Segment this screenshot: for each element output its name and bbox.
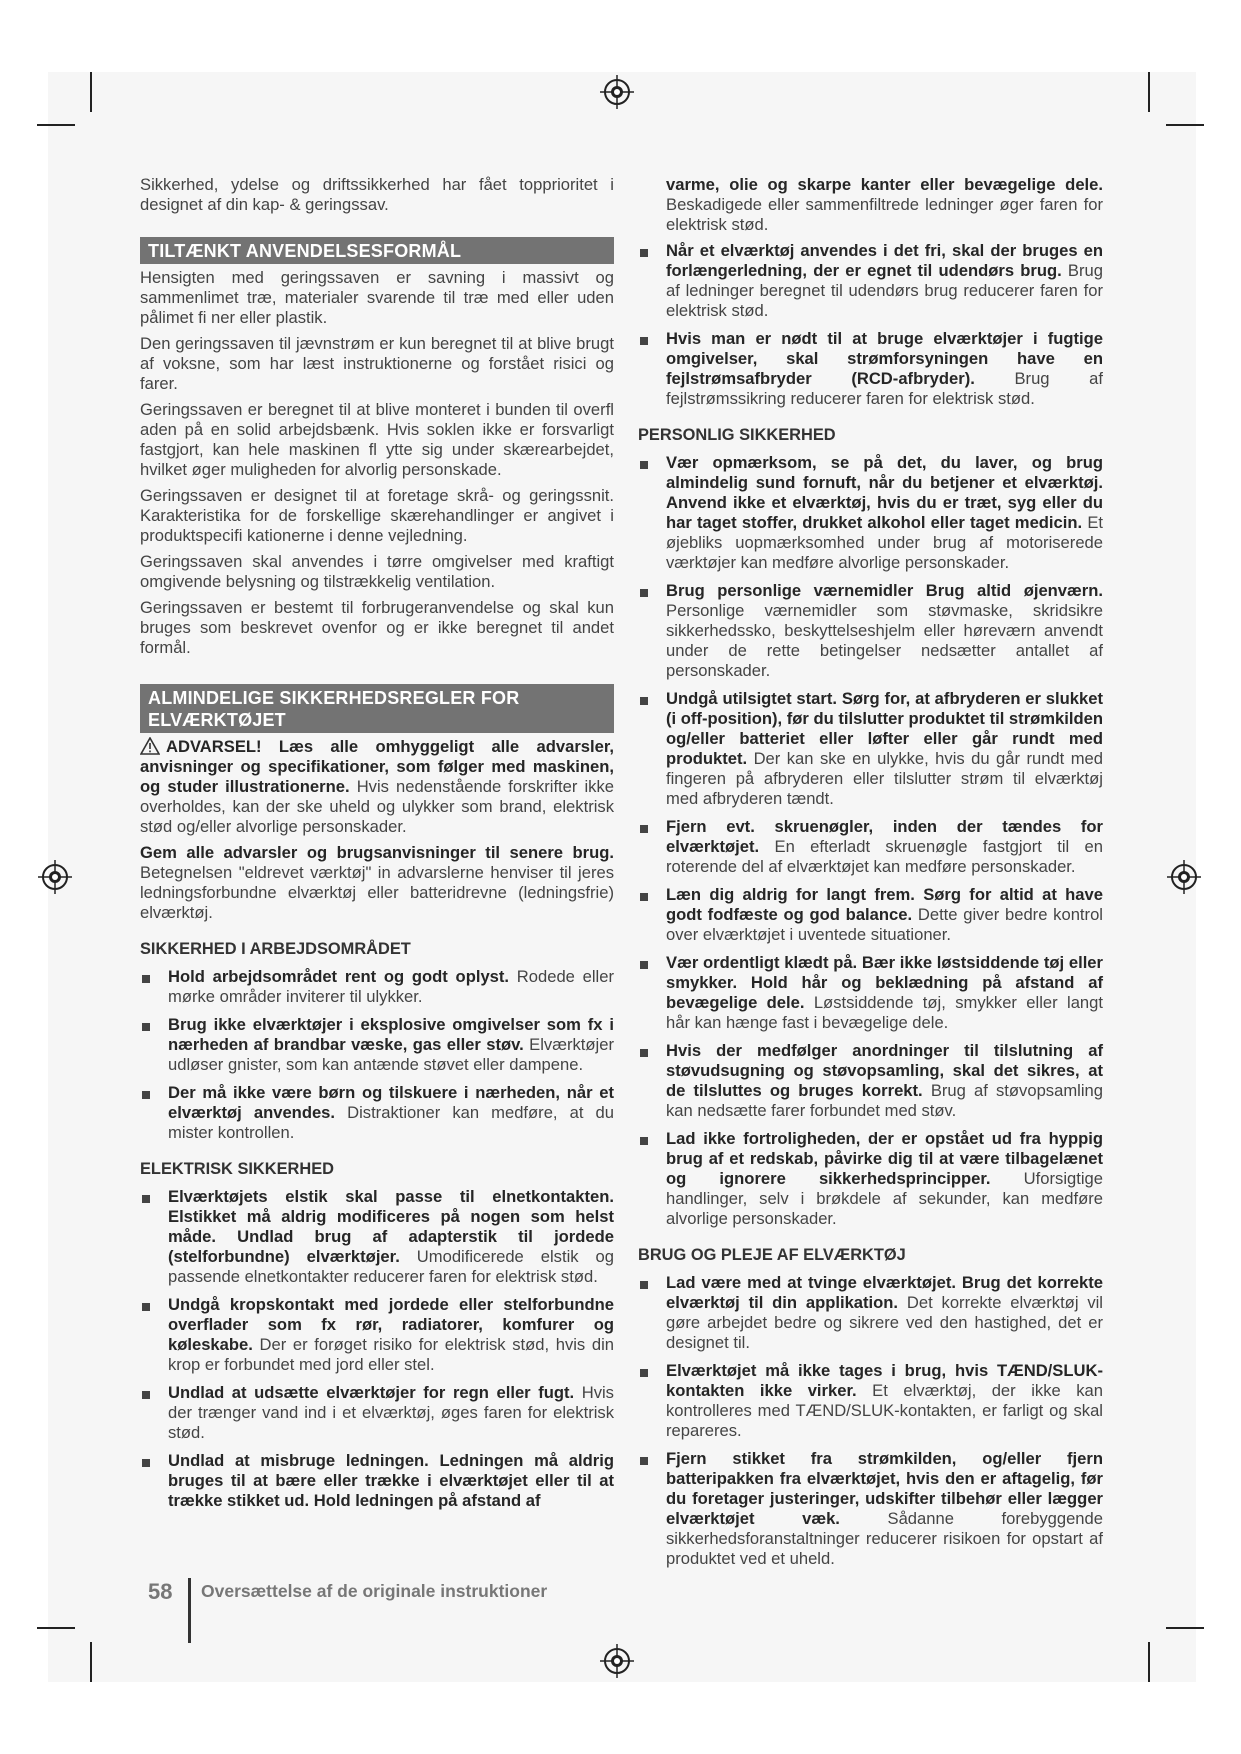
intro-paragraph: Sikkerhed, ydelse og driftssikkerhed har fået topprioritet i designet af din kap- & geringssav.: [140, 175, 614, 214]
page-footer: [148, 1578, 547, 1643]
warning-bold: ADVARSEL! Læs alle omhyggeligt alle advarsler, anvisninger og specifikationer, som følger med maskinen, og studer illustrationerne.: [140, 737, 614, 796]
paragraph: Geringssaven er designet til at foretage skrå- og geringssnit. Karakteristika for de forskellige skærehandlinger er angivet i produktspecifi kationerne i denne vejledning.: [140, 486, 614, 545]
paragraph: Den geringssaven til jævnstrøm er kun beregnet til at blive brugt af voksne, som har læst instruktionerne og forstået risici og farer.: [140, 334, 614, 393]
continued-item: [638, 175, 1103, 235]
work-area-list: [140, 967, 614, 1143]
crop-mark: [90, 72, 92, 112]
footer-divider: [188, 1578, 191, 1643]
item-text: Brug af ledninger beregnet til udendørs brug reducerer faren for elektrisk stød.: [666, 261, 1103, 320]
crop-mark: [37, 124, 75, 126]
item-bold: Vær ordentligt klædt på. Bær ikke løstsiddende tøj eller smykker. Hold hår og beklædning på afstand af bevægelige dele.: [666, 953, 1103, 1012]
list-item: [140, 1383, 614, 1443]
subheading-work-area: SIKKERHED I ARBEJDSOMRÅDET: [140, 940, 411, 958]
list-item: [638, 1361, 1103, 1441]
item-text: Et øjebliks uopmærksomhed under brug af motoriserede værktøjer kan medføre alvorlige personskader.: [666, 513, 1103, 572]
page-number: 58: [148, 1579, 173, 1604]
footer-text: Oversættelse af de originale instruktioner: [201, 1581, 548, 1601]
item-bold: Hvis man er nødt til at bruge elværktøjer i fugtige omgivelser, skal strømforsyningen have en fejlstrømsafbryder (RCD-afbryder).: [666, 329, 1103, 388]
section-heading-general-safety: ALMINDELIGE SIKKERHEDSREGLER FOR ELVÆRKTØJET: [140, 684, 614, 733]
list-item: [140, 1187, 614, 1287]
item-bold: Fjern evt. skruenøgler, inden der tændes for elværktøjet.: [666, 817, 1103, 856]
item-text: Personlige værnemidler som støvmaske, skridsikre sikkerhedssko, beskyttelseshjelm eller høreværn anvendt under de rette betingelser nedsætter antallet af personskader.: [666, 601, 1103, 680]
list-item: [140, 1451, 614, 1511]
item-text: Det korrekte elværktøj vil gøre arbejdet bedre og sikrere ved den hastighed, det er designet til.: [666, 1293, 1103, 1352]
item-bold: Elværktøjet må ikke tages i brug, hvis TÆND/SLUK-kontakten ikke virker.: [666, 1361, 1103, 1400]
section-heading-intended-use: TILTÆNKT ANVENDELSESFORMÅL: [140, 237, 614, 264]
crop-mark: [1148, 72, 1150, 112]
subheading-personal-safety: PERSONLIG SIKKERHED: [638, 426, 836, 444]
item-text: Rodede eller mørke områder inviterer til ulykker.: [168, 967, 614, 1006]
item-bold: Undlad at udsætte elværktøjer for regn eller fugt.: [168, 1383, 575, 1402]
item-bold: Undgå utilsigtet start. Sørg for, at afbryderen er slukket (i off-position), før du tilslutter produktet til strømkilden og/eller batteriet eller løfter eller går rundt med produktet.: [666, 689, 1103, 768]
item-bold: Brug ikke elværktøjer i eksplosive omgivelser som fx i nærheden af brandbar væske, gas eller støv.: [168, 1015, 614, 1054]
item-bold: Lad være med at tvinge elværktøjet. Brug det korrekte elværktøj til din applikation.: [666, 1273, 1103, 1312]
list-item: [140, 1083, 614, 1143]
registration-target-icon: [38, 860, 72, 894]
list-item: [140, 967, 614, 1007]
crop-mark: [37, 1627, 75, 1629]
electrical-safety-list-cont: [638, 241, 1103, 409]
list-item: [638, 329, 1103, 409]
list-item: [140, 1295, 614, 1375]
item-bold: Vær opmærksom, se på det, du laver, og brug almindelig sund fornuft, når du betjener et elværktøj. Anvend ikke et elværktøj, hvis du er træt, syg eller du har taget stoffer, drukket alkohol eller taget medicin.: [666, 453, 1103, 532]
list-item: [638, 581, 1103, 681]
list-item: [638, 453, 1103, 573]
list-item: [638, 689, 1103, 809]
subheading-tool-use-care: BRUG OG PLEJE AF ELVÆRKTØJ: [638, 1246, 906, 1264]
registration-target-icon: [600, 75, 634, 109]
item-bold: Elværktøjets elstik skal passe til elnetkontakten. Elstikket må aldrig modificeres på nogen som helst måde. Undlad brug af adapterstik til jordede (stelforbundne) elværktøjer.: [168, 1187, 614, 1266]
item-text: Der kan ske en ulykke, hvis du går rundt med fingeren på afbryderen eller tilslutter strøm til elværktøj med afbryderen tændt.: [666, 749, 1103, 808]
keep-text: Betegnelsen "eldrevet værktøj" in advarslerne henviser til jeres ledningsforbundne elværktøj eller batteridrevne (ledningsfrie) elværktøj.: [140, 863, 614, 922]
crop-mark: [90, 1642, 92, 1682]
list-item: [638, 1273, 1103, 1353]
crop-mark: [1166, 124, 1204, 126]
registration-target-icon: [600, 1644, 634, 1678]
warning-text: Hvis nedenstående forskrifter ikke overholdes, kan der ske uheld og ulykker som brand, elektrisk stød og/eller alvorlige personskader.: [140, 777, 614, 836]
keep-instructions-paragraph: [140, 843, 614, 923]
item-text: Umodificerede elstik og passende elnetkontakter reducerer faren for elektrisk stød.: [168, 1247, 614, 1286]
item-text: Et elværktøj, der ikke kan kontrolleres med TÆND/SLUK-kontakten, er farligt og skal repareres.: [666, 1381, 1103, 1440]
item-text: Elværktøjer udløser gnister, som kan antænde støvet eller dampene.: [168, 1035, 614, 1074]
keep-bold: Gem alle advarsler og brugsanvisninger til senere brug.: [140, 843, 614, 862]
tool-care-list: [638, 1273, 1103, 1569]
right-column: [638, 175, 1103, 1577]
registration-target-icon: [1167, 860, 1201, 894]
item-text: Brug af fejlstrømssikring reducerer faren for elektrisk stød.: [666, 369, 1103, 408]
personal-safety-list: [638, 453, 1103, 1229]
item-bold: Der må ikke være børn og tilskuere i nærheden, når et elværktøj anvendes.: [168, 1083, 614, 1122]
list-item: [140, 1015, 614, 1075]
paragraph: Hensigten med geringssaven er savning i massivt og sammenlimet træ, materialer svarende til træ med eller uden pålimet fi ner eller plastik.: [140, 268, 614, 327]
item-text: En efterladt skruenøgle fastgjort til en roterende del af elværktøjet kan medføre personskader.: [666, 837, 1103, 876]
list-item: [638, 885, 1103, 945]
item-text: Hvis der trænger vand ind i et elværktøj, øges faren for elektrisk stød.: [168, 1383, 614, 1442]
paragraph: Geringssaven skal anvendes i tørre omgivelser med kraftigt omgivende belysning og tilstrækkelig ventilation.: [140, 552, 614, 591]
item-bold: Undgå kropskontakt med jordede eller stelforbundne overflader som fx rør, radiatorer, komfurer og køleskabe.: [168, 1295, 614, 1354]
list-item: [638, 1041, 1103, 1121]
warning-triangle-icon: [140, 737, 160, 755]
electrical-safety-list: [140, 1187, 614, 1511]
item-bold: Hvis der medfølger anordninger til tilslutning af støvudsugning og støvopsamling, skal det sikres, at de tilsluttes og bruges korrekt.: [666, 1041, 1103, 1100]
list-item: [638, 817, 1103, 877]
item-text: Beskadigede eller sammenfiltrede ledninger øger faren for elektrisk stød.: [666, 195, 1103, 234]
item-bold: Når et elværktøj anvendes i det fri, skal der bruges en forlængerledning, der er egnet til udendørs brug.: [666, 241, 1103, 280]
list-item: [638, 953, 1103, 1033]
crop-mark: [1148, 1642, 1150, 1682]
item-text: Uforsigtige handlinger, selv i brøkdele af sekunder, kan medføre alvorlige personskader.: [666, 1169, 1103, 1228]
paragraph: Geringssaven er bestemt til forbrugeranvendelse og skal kun bruges som beskrevet ovenfor og er ikke beregnet til andet formål.: [140, 598, 614, 657]
subheading-electrical-safety: ELEKTRISK SIKKERHED: [140, 1160, 334, 1178]
item-bold: Lad ikke fortroligheden, der er opstået ud fra hyppig brug af et redskab, påvirke dig til at være tilbagelænet og ignorere sikkerhedsprincipper.: [666, 1129, 1103, 1188]
item-text: Sådanne forebyggende sikkerhedsforanstaltninger reducerer risikoen for opstart af produktet ved et uheld.: [666, 1509, 1103, 1568]
item-text: Dette giver bedre kontrol over elværktøjet i uventede situationer.: [666, 905, 1103, 944]
list-item: [638, 1129, 1103, 1229]
item-bold: Undlad at misbruge ledningen. Ledningen må aldrig bruges til at bære eller trække i elværktøjet eller til at trække stikket ud. Hold ledningen på afstand af: [168, 1451, 614, 1510]
list-item: [638, 1449, 1103, 1569]
item-bold: varme, olie og skarpe kanter eller bevægelige dele.: [666, 175, 1103, 194]
list-item: [638, 241, 1103, 321]
item-bold: Fjern stikket fra strømkilden, og/eller fjern batteripakken fra elværktøjet, hvis den er aftagelig, før du foretager justeringer, udskifter tilbehør eller lægger elværktøjet væk.: [666, 1449, 1103, 1528]
paragraph: Geringssaven er beregnet til at blive monteret i bunden til overfl aden på en solid arbejdsbænk. Hvis soklen ikke er forsvarligt fastgjort, kan hele maskinen fl ytte sig under skærearbejdet, hvilket øger muligheden for alvorlig personskade.: [140, 400, 614, 479]
item-bold: Læn dig aldrig for langt frem. Sørg for altid at have godt fodfæste og god balance.: [666, 885, 1103, 924]
item-text: Der er forøget risiko for elektrisk stød, hvis din krop er forbundet med jord eller stel.: [168, 1335, 614, 1374]
left-column: [140, 175, 614, 1519]
item-bold: Brug personlige værnemidler Brug altid øjenværn.: [666, 581, 1103, 600]
crop-mark: [1166, 1627, 1204, 1629]
item-text: Brug af støvopsamling kan nedsætte farer forbundet med støv.: [666, 1081, 1103, 1120]
warning-paragraph: [140, 737, 614, 837]
item-text: Løstsiddende tøj, smykker eller langt hår kan hænge fast i bevægelige dele.: [666, 993, 1103, 1032]
item-bold: Hold arbejdsområdet rent og godt oplyst.: [168, 967, 510, 986]
item-text: Distraktioner kan medføre, at du mister kontrollen.: [168, 1103, 614, 1142]
